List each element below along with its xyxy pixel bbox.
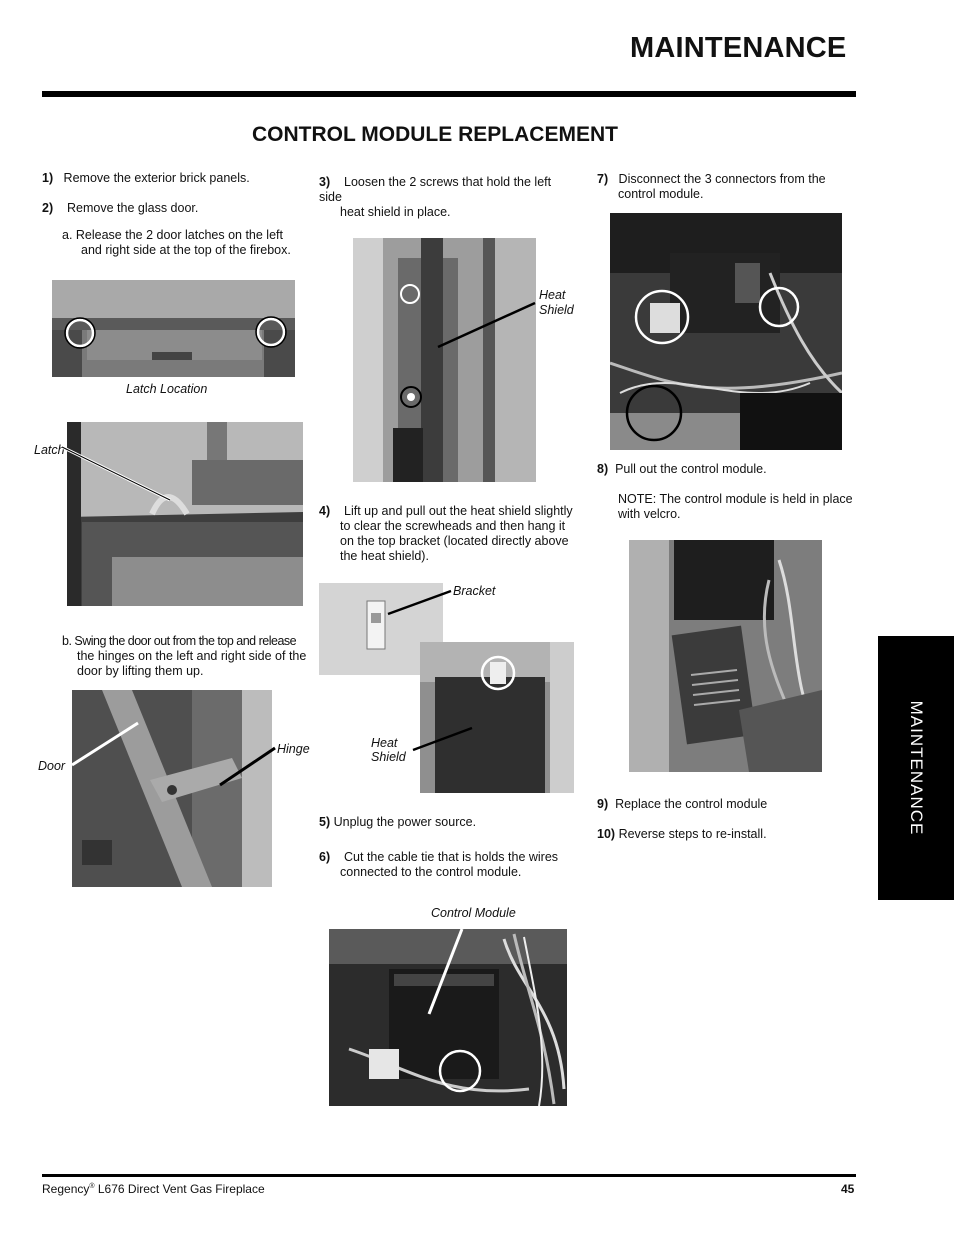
label-bracket: Bracket: [453, 584, 496, 598]
step-number: 9): [597, 797, 609, 811]
step-number: 2): [42, 201, 54, 215]
photo-latch-location: [52, 280, 295, 377]
step-text: Disconnect the 3 connectors from the: [618, 172, 826, 186]
step-4: [319, 504, 574, 564]
step-number: 5): [319, 815, 331, 829]
label-line: Heat: [539, 288, 566, 302]
step-text-line: door by lifting them up.: [77, 664, 204, 678]
note-velcro: [618, 492, 853, 522]
leader-line-door: [70, 720, 150, 770]
step-text-line: the hinges on the left and right side of the: [77, 649, 307, 663]
note-line: with velcro.: [618, 507, 681, 521]
photo-control-module-out: [629, 540, 822, 772]
label-heat-shield-2: [371, 736, 406, 764]
label-line: Shield: [539, 303, 574, 317]
step-text: Unplug the power source.: [333, 815, 477, 829]
leader-line-heat-shield-1: [435, 300, 537, 350]
leader-line-latch: [60, 445, 175, 505]
caption-latch-location: Latch Location: [126, 382, 208, 396]
step-number: 3): [319, 175, 331, 189]
step-text: Replace the control module: [615, 797, 768, 811]
step-2b: [62, 634, 306, 679]
step-text: Lift up and pull out the heat shield slightly: [344, 504, 573, 518]
label-line: Shield: [371, 750, 406, 764]
footer-model: L676 Direct Vent Gas Fireplace: [94, 1182, 265, 1196]
side-tab-label: MAINTENANCE: [907, 700, 926, 836]
step-text: Remove the exterior brick panels.: [63, 171, 250, 185]
label-heat-shield-1: [539, 288, 574, 318]
label-latch: Latch: [34, 443, 65, 457]
step-text-line: heat shield in place.: [340, 205, 451, 219]
step-2: [42, 201, 198, 216]
leader-line-hinge: [215, 745, 280, 790]
caption-control-module: Control Module: [431, 906, 516, 920]
step-text: Reverse steps to re-install.: [618, 827, 767, 841]
step-text-line: and right side at the top of the firebox.: [81, 243, 291, 257]
step-6: [319, 850, 574, 880]
footer-brand: Regency: [42, 1182, 90, 1196]
step-text-line: a. Release the 2 door latches on the left: [62, 228, 283, 242]
step-text-line: control module.: [618, 187, 704, 201]
step-text-line: connected to the control module.: [340, 865, 522, 879]
page-header-title: MAINTENANCE: [630, 32, 847, 64]
label-door: Door: [38, 759, 66, 773]
note-line: NOTE: The control module is held in place: [618, 492, 853, 506]
step-7: [597, 172, 851, 202]
step-number: 8): [597, 462, 609, 476]
step-text-line: b. Swing the door out from the top and release: [62, 634, 297, 648]
photo-control-module-wiring: [329, 929, 567, 1106]
label-line: Heat: [371, 736, 398, 750]
label-hinge: Hinge: [277, 742, 310, 756]
step-number: 7): [597, 172, 609, 186]
step-1: [42, 171, 250, 186]
step-3: [319, 175, 574, 220]
step-text-line: to clear the screwheads and then hang it: [340, 519, 566, 533]
side-section-tab: [878, 636, 954, 900]
registered-mark: ®: [89, 1183, 95, 1190]
section-title: CONTROL MODULE REPLACEMENT: [252, 123, 618, 146]
step-8: [597, 462, 767, 477]
step-number: 10): [597, 827, 616, 841]
step-number: 6): [319, 850, 331, 864]
step-text: Remove the glass door.: [67, 201, 199, 215]
photo-heat-shield-hung: [420, 642, 574, 793]
step-number: 4): [319, 504, 331, 518]
step-2a: [62, 228, 291, 258]
step-number: 1): [42, 171, 54, 185]
footer-product: [42, 1182, 265, 1196]
step-text-line: on the top bracket (located directly above: [340, 534, 569, 548]
page-number: 45: [841, 1182, 855, 1196]
step-10: [597, 827, 767, 842]
step-9: [597, 797, 767, 812]
leader-line-bracket: [385, 588, 455, 618]
step-text: Loosen the 2 screws that hold the left side: [319, 175, 552, 204]
footer-rule: [42, 1174, 856, 1177]
step-text: Cut the cable tie that is holds the wires: [344, 850, 559, 864]
leader-line-heat-shield-2: [410, 725, 475, 753]
step-text: Pull out the control module.: [615, 462, 767, 476]
header-rule: [42, 91, 856, 97]
step-5: [319, 815, 476, 830]
photo-heat-shield-screws: [353, 238, 536, 482]
step-text-line: the heat shield).: [340, 549, 429, 563]
photo-connectors: [610, 213, 842, 450]
